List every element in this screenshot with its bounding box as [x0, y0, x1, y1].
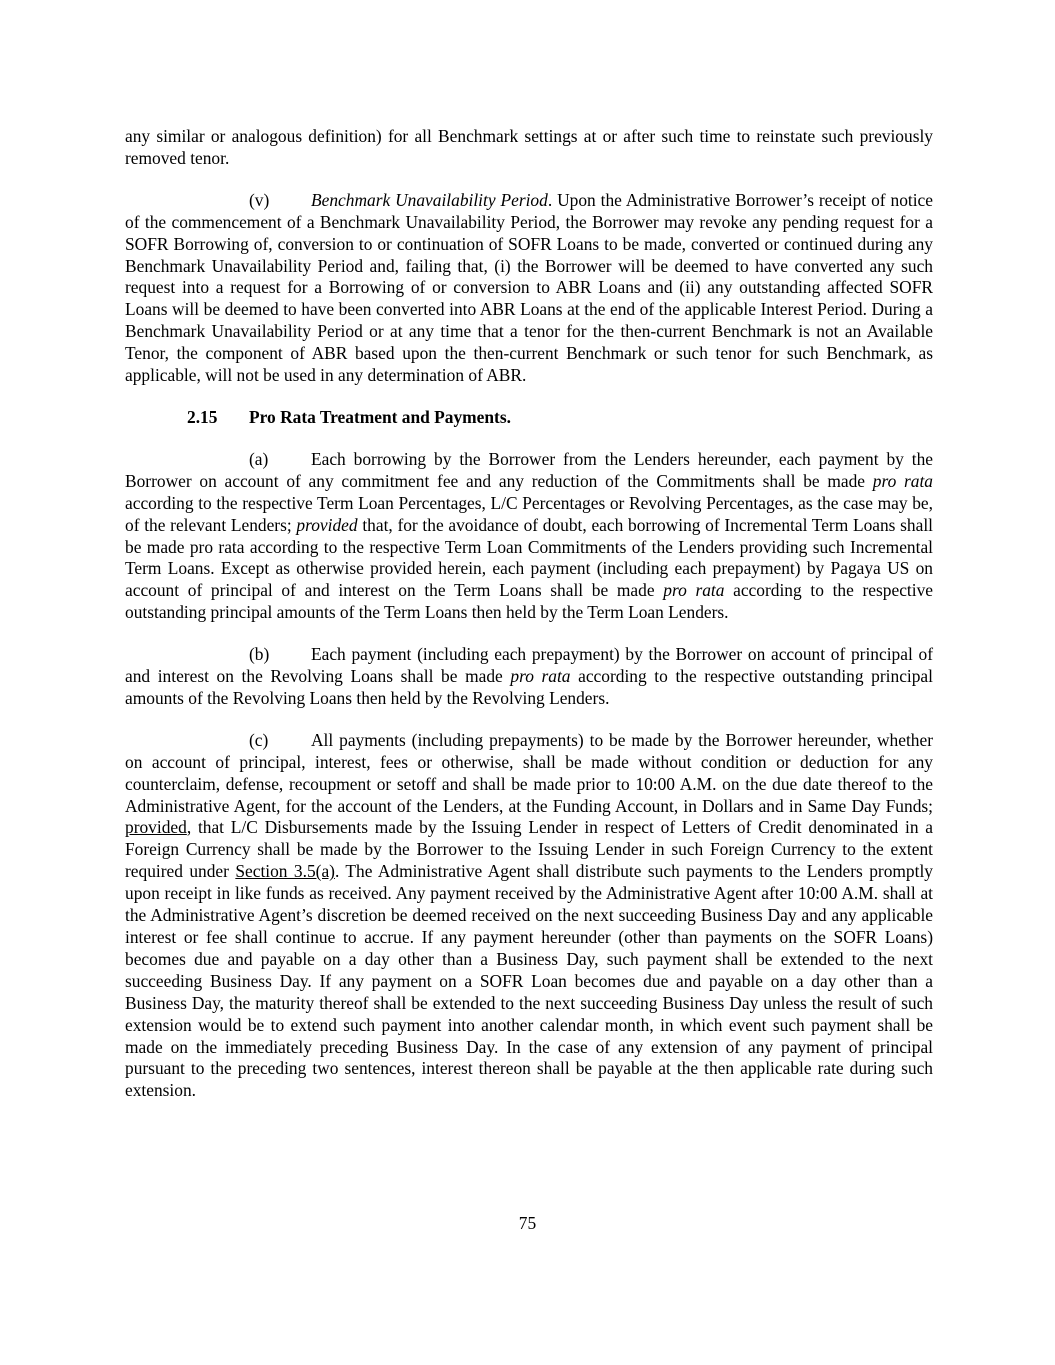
paragraph-title: Benchmark Unavailability Period — [311, 189, 548, 210]
paragraph-text: according to the respective outstanding principal amounts of the Revolving Loans then held by the Revolving Lenders. — [125, 666, 933, 708]
paragraph-v — [125, 190, 933, 387]
section-reference: Section 3.5(a) — [235, 861, 335, 882]
italic-term: provided — [296, 514, 358, 535]
paragraph-text: , that L/C Disbursements made by the Issuing Lender in respect of Letters of Credit denominated in a Foreign Currency shall be made by the Borrower to the Issuing Lender in such Foreign Currency to the extent required under — [125, 817, 933, 882]
document-page — [125, 126, 933, 1122]
italic-term: pro rata — [510, 666, 571, 687]
italic-term: pro rata — [663, 580, 725, 601]
page-number: 75 — [518, 1213, 537, 1233]
paragraph-text: Each borrowing by the Borrower from the Lenders hereunder, each payment by the Borrower on account of any commitment fee and any reduction of the Commitments shall be made — [125, 448, 933, 491]
paragraph-text: any similar or analogous definition) for all Benchmark settings at or after such time to reinstate such previously removed tenor. — [125, 126, 933, 168]
paragraph-label: (a) — [249, 448, 269, 469]
paragraph-label: (c) — [249, 729, 269, 750]
section-number: 2.15 — [187, 406, 218, 427]
paragraph-text: according to the respective outstanding principal amounts of the Term Loans then held by the Term Loan Lenders. — [125, 580, 933, 623]
italic-term: pro rata — [872, 470, 933, 491]
paragraph-text: that, for the avoidance of doubt, each borrowing of Incremental Term Loans shall be made pro rata according to the respective Term Loan Commitments of the Lenders providing such Incremental Term Loans. Except as otherwise provided herein, each payment (including each prepayment) by Pagaya US on account of principal of and interest on the Term Loans shall be made — [125, 514, 933, 601]
paragraph-c — [125, 730, 933, 1102]
section-heading — [187, 407, 933, 429]
paragraph-text: All payments (including prepayments) to be made by the Borrower hereunder, whether on account of principal, interest, fees or otherwise, shall be made without condition or deduction for any counterclaim, defense, recoupment or setoff and shall be made prior to 10:00 A.M. on the due date thereof to the Administrative Agent, for the account of the Lenders, at the Funding Account, in Dollars and in Same Day Funds; — [125, 729, 933, 816]
paragraph-text: according to the respective Term Loan Percentages, L/C Percentages or Revolving Percentages, as the case may be, of the relevant Lenders; — [125, 492, 933, 535]
paragraph-a — [125, 449, 933, 624]
paragraph-text: . Upon the Administrative Borrower’s receipt of notice of the commencement of a Benchmark Unavailability Period, the Borrower may revoke any pending request for a SOFR Borrowing of, conversion to or continuation of SOFR Loans to be made, converted or continued during any Benchmark Unavailability Period and, failing that, (i) the Borrower will be deemed to have converted any such request into a request for a Borrowing of or conversion to ABR Loans and (ii) any outstanding affected SOFR Loans will be deemed to have been converted into ABR Loans at the end of the applicable Interest Period. During a Benchmark Unavailability Period or at any time that a tenor for the then-current Benchmark is not an Available Tenor, the component of ABR based upon the then-current Benchmark or such tenor for such Benchmark, as applicable, will not be used in any determination of ABR. — [125, 189, 933, 386]
paragraph-label: (b) — [249, 644, 270, 665]
paragraph-text: . The Administrative Agent shall distribute such payments to the Lenders promptly upon receipt in like funds as received. Any payment received by the Administrative Agent after 10:00 A.M. shall at the Administrative Agent’s discretion be deemed received on the next succeeding Business Day and any applicable interest or fee shall continue to accrue. If any payment hereunder (other than payments on the SOFR Loans) becomes due and payable on a day other than a Business Day, such payment shall be extended to the next succeeding Business Day. If any payment on a SOFR Loan becomes due and payable on a day other than a Business Day, the maturity thereof shall be extended to the next succeeding Business Day unless the result of such extension would be to extend such payment into another calendar month, in which event such payment shall be made on the immediately preceding Business Day. In the case of any extension of any payment of principal pursuant to the preceding two sentences, interest thereon shall be payable at the then applicable rate during such extension. — [125, 861, 933, 1101]
section-title: Pro Rata Treatment and Payments. — [249, 406, 511, 427]
paragraph-text: Each payment (including each prepayment) by the Borrower on account of principal of and interest on the Revolving Loans shall be made — [125, 644, 933, 687]
paragraph-label: (v) — [249, 189, 270, 210]
paragraph-b — [125, 644, 933, 710]
underlined-term: provided — [125, 817, 187, 838]
paragraph-continuation — [125, 126, 933, 170]
